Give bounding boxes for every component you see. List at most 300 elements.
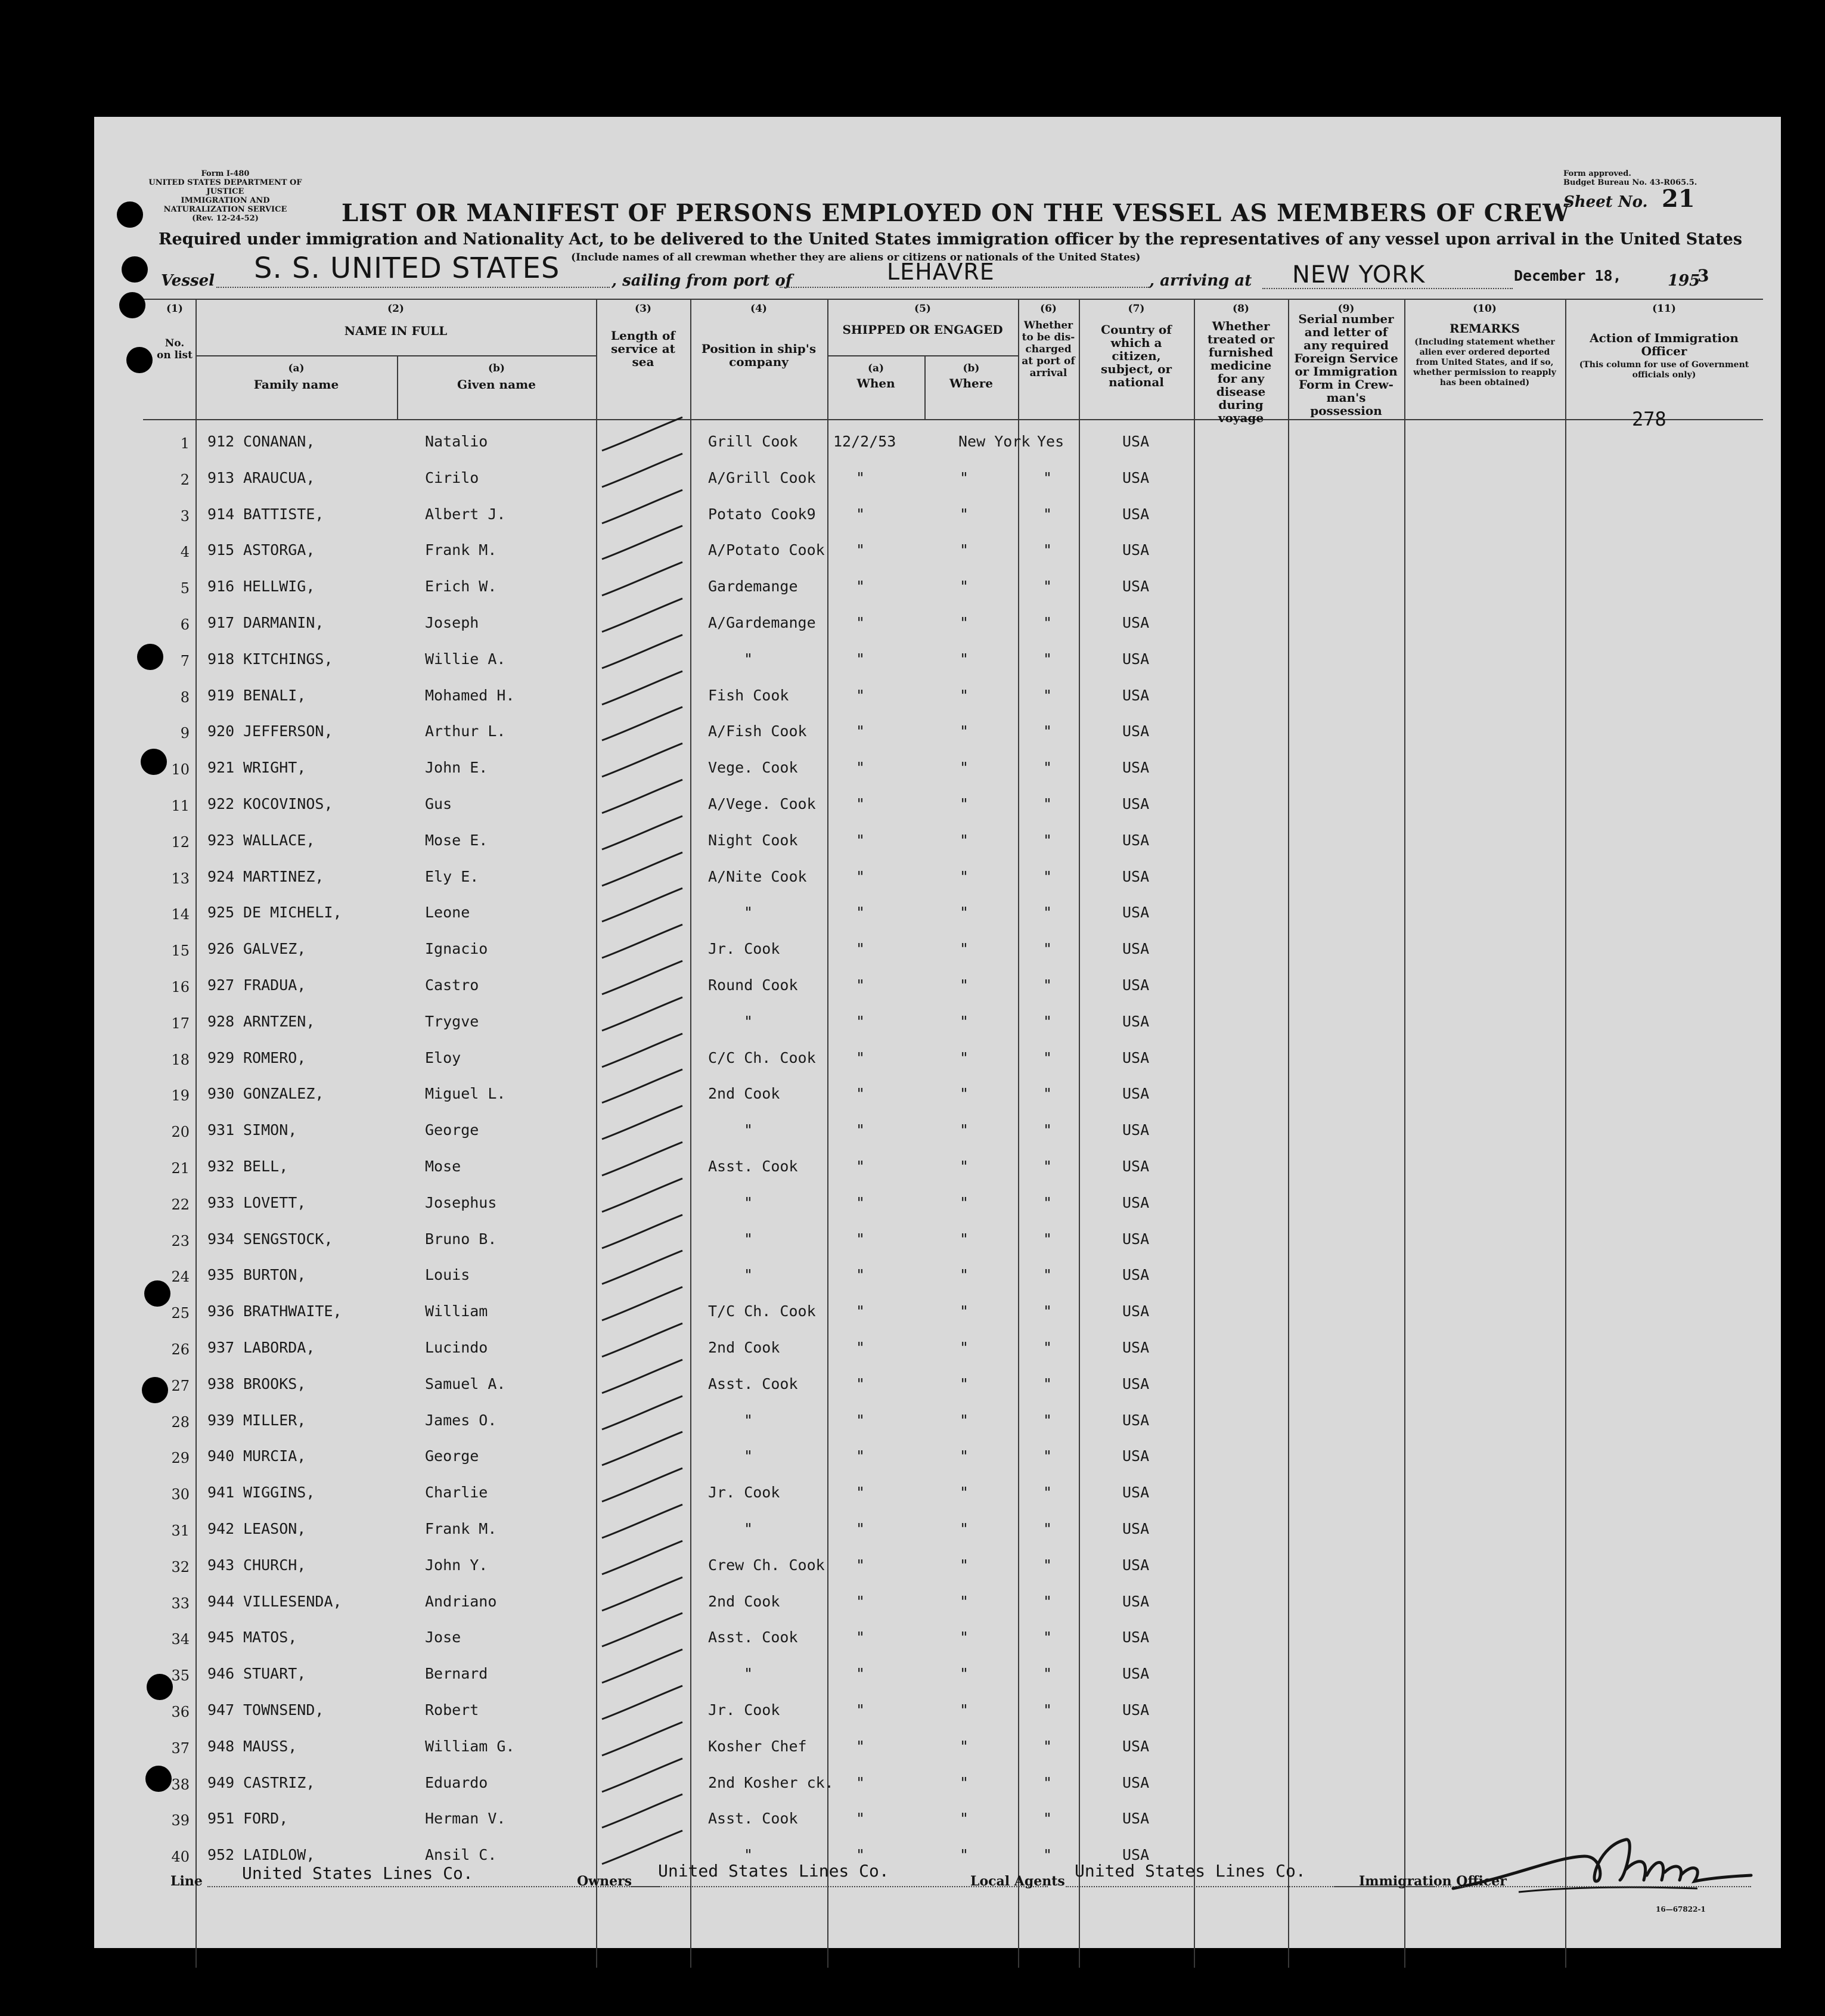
row-number: 28 [171, 1413, 190, 1431]
family-name: CONANAN, [243, 433, 315, 450]
row-number: 38 [171, 1776, 190, 1793]
row-number: 29 [171, 1450, 190, 1467]
local-agents-label: Local Agents [970, 1874, 1065, 1889]
discharge-at-arrival: " [1043, 904, 1053, 922]
discharge-at-arrival: " [1043, 1556, 1053, 1574]
given-name: Arthur L. [425, 722, 506, 740]
row-number: 7 [180, 652, 190, 669]
owners-label: Owners [577, 1874, 632, 1889]
crew-list-id: 914 [207, 505, 235, 523]
given-name: Ely E. [425, 867, 479, 885]
given-name: Natalio [425, 433, 488, 450]
row-number: 1 [180, 435, 190, 452]
shipped-where: " [960, 1411, 969, 1429]
service-length-mark [596, 922, 685, 964]
shipped-where: " [960, 759, 969, 777]
manifest-subtitle: Required under immigration and Nationality Act, to be delivered to the United States immigration officer by the representatives of any vessel upon arrival in the United States [159, 230, 1743, 249]
arriving-underline [1262, 288, 1513, 289]
shipped-where: " [960, 976, 969, 994]
shipped-where: " [960, 831, 969, 849]
shipped-when: " [856, 722, 865, 740]
sheet-number: 21 [1662, 185, 1695, 213]
country: USA [1122, 1049, 1150, 1066]
crew-list-id: 943 [207, 1556, 235, 1574]
row-number: 3 [180, 507, 190, 525]
discharge-at-arrival: " [1043, 831, 1053, 849]
discharge-at-arrival: " [1043, 469, 1053, 486]
shipped-when: " [856, 1193, 865, 1211]
family-name: SIMON, [243, 1121, 297, 1139]
discharge-at-arrival: " [1043, 1737, 1053, 1755]
vessel-underline [216, 287, 610, 288]
family-name: DE MICHELI, [243, 904, 342, 922]
shipped-where: " [960, 1266, 969, 1284]
shipped-where: " [960, 541, 969, 559]
country: USA [1122, 867, 1150, 885]
shipped-where: " [960, 1085, 969, 1103]
discharge-at-arrival: " [1043, 1701, 1053, 1719]
shipped-where: " [960, 1484, 969, 1502]
crew-list-id: 931 [207, 1121, 235, 1139]
crew-list-id: 919 [207, 686, 235, 704]
family-name: MURCIA, [243, 1447, 306, 1465]
family-name: GALVEZ, [243, 940, 306, 958]
service-length-mark [596, 1502, 685, 1544]
given-name: Mose [425, 1158, 461, 1175]
position: " [744, 1121, 753, 1139]
row-number: 15 [171, 942, 190, 960]
service-length-mark [596, 1176, 685, 1218]
given-name: Miguel L. [425, 1085, 506, 1103]
print-code: 16—67822-1 [1656, 1905, 1706, 1913]
row-number: 17 [171, 1015, 190, 1032]
col5a-header: When [856, 376, 895, 390]
given-name: Robert [425, 1701, 479, 1719]
service-length-mark [596, 1683, 685, 1725]
approval-line-2: Budget Bureau No. 43-R065.5. [1563, 178, 1697, 187]
service-length-mark [596, 1140, 685, 1181]
shipped-when: " [856, 1375, 865, 1392]
owners-value: United States Lines Co. [658, 1861, 889, 1881]
row-number: 6 [180, 616, 190, 633]
given-name: Ansil C. [425, 1846, 497, 1864]
country: USA [1122, 650, 1150, 668]
shipped-when: " [856, 1592, 865, 1610]
row-number: 40 [171, 1848, 190, 1866]
position: Asst. Cook [708, 1375, 798, 1392]
crew-list-id: 921 [207, 759, 235, 777]
given-name: William [425, 1302, 488, 1320]
family-name: BROOKS, [243, 1375, 306, 1392]
crew-list-id: 915 [207, 541, 235, 559]
row-number: 18 [171, 1051, 190, 1068]
shipped-when: " [856, 650, 865, 668]
col5b-number: (b) [963, 362, 980, 374]
discharge-at-arrival: " [1043, 1810, 1053, 1828]
shipped-when: " [856, 1339, 865, 1356]
shipped-where: " [960, 904, 969, 922]
position: " [744, 1230, 753, 1248]
service-length-mark [596, 777, 685, 819]
discharge-at-arrival: " [1043, 1773, 1053, 1791]
position: " [744, 1665, 753, 1683]
service-length-mark [596, 1756, 685, 1798]
service-length-mark [596, 1212, 685, 1254]
family-name: MARTINEZ, [243, 867, 324, 885]
shipped-where: " [960, 1049, 969, 1066]
shipped-where: " [960, 1773, 969, 1791]
shipped-when: " [856, 686, 865, 704]
position: " [744, 904, 753, 922]
crew-list-id: 941 [207, 1484, 235, 1502]
col2b-number: (b) [488, 362, 505, 374]
line-value: United States Lines Co. [242, 1863, 473, 1883]
position: Round Cook [708, 976, 798, 994]
col5-number: (5) [914, 303, 931, 315]
row-number: 21 [171, 1160, 190, 1177]
discharge-at-arrival: " [1043, 1230, 1053, 1248]
col-divider-1 [195, 299, 197, 1968]
position: A/Gardemange [708, 614, 816, 631]
country: USA [1122, 1810, 1150, 1828]
table-header-border [143, 419, 1763, 420]
discharge-at-arrival: " [1043, 614, 1053, 631]
given-name: Mose E. [425, 831, 488, 849]
name-header-split [195, 355, 596, 356]
crew-list-id: 952 [207, 1846, 235, 1864]
country: USA [1122, 1339, 1150, 1356]
row-number: 16 [171, 979, 190, 995]
shipped-where: " [960, 1846, 969, 1864]
year-suffix: 3 [1697, 266, 1709, 286]
shipped-header-split [827, 355, 1018, 356]
service-length-mark [596, 1539, 685, 1580]
row-number: 37 [171, 1739, 190, 1757]
shipped-when: " [856, 1773, 865, 1791]
row-number: 24 [171, 1268, 190, 1286]
shipped-when: " [856, 1012, 865, 1030]
given-name: Mohamed H. [425, 686, 515, 704]
service-length-mark [596, 995, 685, 1037]
country: USA [1122, 469, 1150, 486]
shipped-when: " [856, 1266, 865, 1284]
service-length-mark [596, 451, 685, 493]
given-name: Cirilo [425, 469, 479, 486]
shipped-where: New York [958, 433, 1031, 450]
position: " [744, 1266, 753, 1284]
col10-number: (10) [1473, 303, 1497, 315]
position: 2nd Cook [708, 1085, 780, 1103]
shipped-where: " [960, 1375, 969, 1392]
shipped-where: " [960, 1629, 969, 1646]
service-length-mark [596, 1575, 685, 1617]
crew-list-id: 948 [207, 1737, 235, 1755]
shipped-when: " [856, 759, 865, 777]
discharge-at-arrival: " [1043, 1085, 1053, 1103]
row-number: 25 [171, 1305, 190, 1322]
col9-header: Serial number and letter of any required Foreign Service or Immigration Form in Crew-man's possession [1294, 312, 1398, 418]
row-number: 34 [171, 1631, 190, 1648]
shipped-where: " [960, 1665, 969, 1683]
col-divider-7 [1194, 299, 1195, 1968]
position: Vege. Cook [708, 759, 798, 777]
position: " [744, 1411, 753, 1429]
shipped-when: 12/2/53 [833, 433, 896, 450]
shipped-where: " [960, 469, 969, 486]
shipped-when: " [856, 831, 865, 849]
service-length-mark [596, 1067, 685, 1109]
service-length-mark [596, 1285, 685, 1326]
given-name: Louis [425, 1266, 470, 1284]
family-name: BURTON, [243, 1266, 306, 1284]
family-name: LAIDLOW, [243, 1846, 315, 1864]
discharge-at-arrival: " [1043, 759, 1053, 777]
row-number: 22 [171, 1196, 190, 1213]
crew-list-id: 918 [207, 650, 235, 668]
shipped-when: " [856, 1701, 865, 1719]
position: Asst. Cook [708, 1158, 798, 1175]
col10-header: REMARKS [1450, 321, 1520, 336]
crew-list-id: 939 [207, 1411, 235, 1429]
crew-list-id: 935 [207, 1266, 235, 1284]
shipped-when: " [856, 795, 865, 812]
position: Gardemange [708, 578, 798, 596]
given-name: Josephus [425, 1193, 497, 1211]
service-length-mark [596, 1466, 685, 1508]
country: USA [1122, 831, 1150, 849]
crew-list-id: 944 [207, 1592, 235, 1610]
position: A/Vege. Cook [708, 795, 816, 812]
service-length-mark [596, 1394, 685, 1435]
col7-number: (7) [1128, 303, 1145, 315]
country: USA [1122, 1629, 1150, 1646]
family-name: MATOS, [243, 1629, 297, 1646]
row-number: 13 [171, 870, 190, 887]
shipped-where: " [960, 1339, 969, 1356]
vessel-label: Vessel [161, 272, 215, 290]
position: " [744, 1193, 753, 1211]
crew-list-id: 945 [207, 1629, 235, 1646]
row-number: 12 [171, 833, 190, 851]
form-number: Form I-480 [201, 169, 250, 178]
row-number: 5 [180, 580, 190, 597]
service-length-mark [596, 1357, 685, 1399]
family-name: ARAUCUA, [243, 469, 315, 486]
position: Crew Ch. Cook [708, 1556, 825, 1574]
given-name: Frank M. [425, 1520, 497, 1537]
given-name: Gus [425, 795, 452, 812]
arriving-at-port: NEW YORK [1292, 261, 1426, 289]
shipped-where: " [960, 1737, 969, 1755]
table-top-border [143, 299, 1763, 300]
shipped-when: " [856, 614, 865, 631]
family-name: LOVETT, [243, 1193, 306, 1211]
shipped-where: " [960, 1447, 969, 1465]
country: USA [1122, 1520, 1150, 1537]
col-divider-8 [1288, 299, 1289, 1968]
approval-line-1: Form approved. [1563, 169, 1631, 178]
service-length-mark [596, 814, 685, 855]
crew-list-id: 927 [207, 976, 235, 994]
shipped-where: " [960, 505, 969, 523]
country: USA [1122, 1773, 1150, 1791]
crew-list-id: 949 [207, 1773, 235, 1791]
given-name: Lucindo [425, 1339, 488, 1356]
department-name: UNITED STATES DEPARTMENT OF JUSTICE [148, 178, 302, 196]
officer-action-number: 278 [1632, 408, 1666, 430]
shipped-where: " [960, 940, 969, 958]
row-number: 27 [171, 1377, 190, 1394]
crew-list-id: 940 [207, 1447, 235, 1465]
row-number: 35 [171, 1667, 190, 1685]
shipped-when: " [856, 541, 865, 559]
shipped-where: " [960, 1302, 969, 1320]
country: USA [1122, 1193, 1150, 1211]
family-name: MAUSS, [243, 1737, 297, 1755]
family-name: WALLACE, [243, 831, 315, 849]
shipped-where: " [960, 1701, 969, 1719]
crew-list-id: 916 [207, 578, 235, 596]
row-number: 30 [171, 1486, 190, 1503]
crew-list-id: 936 [207, 1302, 235, 1320]
col1-number: (1) [166, 303, 183, 315]
country: USA [1122, 1846, 1150, 1864]
punch-hole [147, 1674, 173, 1700]
crew-list-id: 942 [207, 1520, 235, 1537]
given-name: Bernard [425, 1665, 488, 1683]
country: USA [1122, 1121, 1150, 1139]
crew-list-id: 938 [207, 1375, 235, 1392]
family-name: WIGGINS, [243, 1484, 315, 1502]
family-name: JEFFERSON, [243, 722, 333, 740]
shipped-where: " [960, 686, 969, 704]
col-divider-9 [1404, 299, 1405, 1968]
position: Asst. Cook [708, 1629, 798, 1646]
country: USA [1122, 1411, 1150, 1429]
shipped-when: " [856, 1737, 865, 1755]
country: USA [1122, 1266, 1150, 1284]
discharge-at-arrival: " [1043, 1302, 1053, 1320]
punch-hole [144, 1280, 170, 1307]
given-name: Ignacio [425, 940, 488, 958]
col3-number: (3) [635, 303, 651, 315]
family-name: DARMANIN, [243, 614, 324, 631]
given-name: Samuel A. [425, 1375, 506, 1392]
given-name: Bruno B. [425, 1230, 497, 1248]
crew-list-id: 912 [207, 433, 235, 450]
row-number: 36 [171, 1704, 190, 1720]
service-length-mark [596, 1031, 685, 1073]
family-name: ASTORGA, [243, 541, 315, 559]
crew-list-id: 923 [207, 831, 235, 849]
discharge-at-arrival: " [1043, 1520, 1053, 1537]
shipped-where: " [960, 1592, 969, 1610]
shipped-when: " [856, 578, 865, 596]
punch-hole [126, 347, 153, 373]
service-length-mark [596, 1248, 685, 1290]
position: 2nd Cook [708, 1339, 780, 1356]
given-name: Trygve [425, 1012, 479, 1030]
position: " [744, 1012, 753, 1030]
discharge-at-arrival: " [1043, 1339, 1053, 1356]
position: C/C Ch. Cook [708, 1049, 816, 1066]
position: 2nd Kosher ck. [708, 1773, 834, 1791]
service-length-mark [596, 959, 685, 1000]
col2-number: (2) [387, 303, 404, 315]
year-prefix: 195 [1668, 272, 1700, 290]
position: T/C Ch. Cook [708, 1302, 816, 1320]
discharge-at-arrival: " [1043, 1012, 1053, 1030]
service-length-mark [596, 1647, 685, 1689]
col5a-number: (a) [867, 362, 884, 374]
shipped-when: " [856, 904, 865, 922]
service-length-mark [596, 1321, 685, 1363]
discharge-at-arrival: " [1043, 1158, 1053, 1175]
row-number: 4 [180, 544, 190, 561]
country: USA [1122, 505, 1150, 523]
given-name: William G. [425, 1737, 515, 1755]
service-length-mark [596, 596, 685, 638]
given-name: Castro [425, 976, 479, 994]
service-length-mark [596, 1611, 685, 1652]
position: Grill Cook [708, 433, 798, 450]
family-name: ARNTZEN, [243, 1012, 315, 1030]
family-name: LABORDA, [243, 1339, 315, 1356]
country: USA [1122, 433, 1150, 450]
form-revision: (Rev. 12-24-52) [192, 214, 259, 223]
family-name: CHURCH, [243, 1556, 306, 1574]
immigration-officer-signature [1447, 1822, 1757, 1899]
service-length-mark [596, 1103, 685, 1145]
shipped-when: " [856, 1302, 865, 1320]
shipped-where: " [960, 1158, 969, 1175]
service-length-mark [596, 488, 685, 529]
discharge-at-arrival: " [1043, 650, 1053, 668]
col4-header: Position in ship's company [701, 342, 817, 369]
country: USA [1122, 1012, 1150, 1030]
shipped-where: " [960, 1230, 969, 1248]
crew-list-id: 937 [207, 1339, 235, 1356]
col9-number: (9) [1337, 303, 1355, 315]
shipped-when: " [856, 940, 865, 958]
discharge-at-arrival: " [1043, 1447, 1053, 1465]
shipped-when: " [856, 1121, 865, 1139]
position: A/Potato Cook [708, 541, 825, 559]
family-name: ROMERO, [243, 1049, 306, 1066]
family-name: FORD, [243, 1810, 288, 1828]
shipped-where: " [960, 1810, 969, 1828]
crew-list-id: 932 [207, 1158, 235, 1175]
row-number: 32 [171, 1558, 190, 1575]
country: USA [1122, 976, 1150, 994]
col1-header: No. on list [157, 337, 193, 361]
service-length-mark [596, 1429, 685, 1471]
crew-list-id: 924 [207, 867, 235, 885]
given-name: Joseph [425, 614, 479, 631]
shipped-when: " [856, 1556, 865, 1574]
line-label: Line [170, 1874, 203, 1889]
col11-note: (This column for use of Government officials only) [1579, 360, 1749, 380]
given-name: John E. [425, 759, 488, 777]
discharge-at-arrival: " [1043, 1665, 1053, 1683]
discharge-at-arrival: " [1043, 1411, 1053, 1429]
given-name: Charlie [425, 1484, 488, 1502]
row-number: 10 [171, 761, 190, 779]
shipped-where: " [960, 1556, 969, 1574]
given-name: Frank M. [425, 541, 497, 559]
col-divider-10 [1565, 299, 1566, 1968]
col-divider-3 [690, 299, 691, 1968]
